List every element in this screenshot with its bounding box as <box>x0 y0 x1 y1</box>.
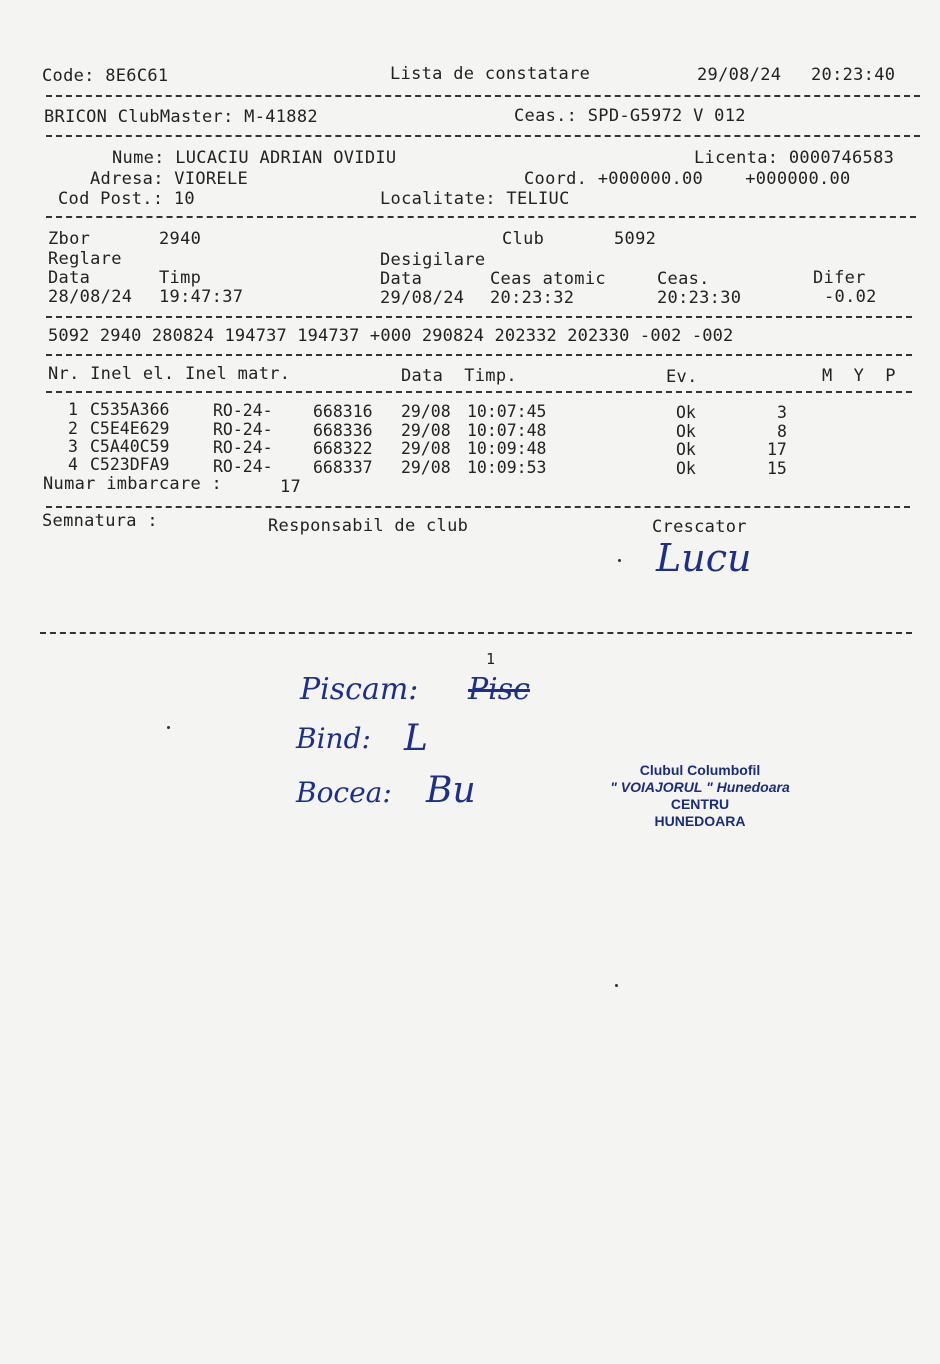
reglare-time-label: Timp <box>159 268 202 288</box>
electronic-ring: C523DFA9 <box>90 455 170 474</box>
paper-speck <box>618 559 621 562</box>
club-stamp <box>600 762 800 830</box>
electronic-ring: C535A366 <box>90 400 170 419</box>
divider <box>46 354 912 356</box>
owner-name: Nume: LUCACIU ADRIAN OVIDIU <box>112 148 397 168</box>
divider <box>46 95 920 97</box>
clock-label: Ceas. <box>657 269 710 289</box>
print-date: 29/08/24 <box>697 65 782 85</box>
desigilare-label: Desigilare <box>380 250 486 270</box>
divider <box>40 632 912 634</box>
license-number: Licenta: 0000746583 <box>694 148 895 168</box>
system-info: BRICON ClubMaster: M-41882 <box>44 107 318 127</box>
handwritten-signature-2: L <box>404 718 428 759</box>
ring-prefix: RO-24- <box>213 401 273 420</box>
handwritten-name-3: Bocea: <box>296 776 392 809</box>
handwritten-name-1: Piscam: <box>300 672 419 707</box>
table-header-rings: Nr. Inel el. Inel matr. <box>48 364 291 384</box>
divider <box>46 391 912 393</box>
handwritten-signature-3: Bu <box>426 770 476 811</box>
breeder-signature: Lucu <box>656 536 752 580</box>
print-time: 20:23:40 <box>811 65 896 85</box>
flight-number: 2940 <box>159 229 202 249</box>
divider <box>46 506 910 508</box>
paper-speck <box>167 726 170 729</box>
locality: Localitate: TELIUC <box>380 189 570 209</box>
row-number: 1 <box>68 400 78 419</box>
ring-number: 668322 <box>313 439 373 458</box>
table-header-ev: Ev. <box>666 367 698 387</box>
status: Ok <box>676 422 696 441</box>
status: Ok <box>676 459 696 478</box>
document-code: Code: 8E6C61 <box>42 66 169 86</box>
atomic-clock-label: Ceas atomic <box>490 269 606 289</box>
position: 15 <box>767 459 787 478</box>
coordinates: Coord. +000000.00 +000000.00 <box>524 169 851 189</box>
stamp-line-2: " VOIAJORUL " Hunedoara <box>610 779 790 795</box>
ring-prefix: RO-24- <box>213 438 273 457</box>
ring-number: 668337 <box>313 458 373 477</box>
arrival-time: 10:09:48 <box>467 439 547 458</box>
position: 8 <box>777 422 787 441</box>
desig-clock-time: 20:23:30 <box>657 288 742 308</box>
stamp-line-1: Clubul Columbofil <box>639 762 761 778</box>
paper-speck <box>615 984 618 987</box>
ring-prefix: RO-24- <box>213 420 273 439</box>
clock-info: Ceas.: SPD-G5972 V 012 <box>514 106 746 126</box>
divider <box>46 316 912 318</box>
stamp-line-3: CENTRU <box>670 796 730 812</box>
electronic-ring: C5E4E629 <box>90 419 170 438</box>
reglare-date: 28/08/24 <box>48 287 133 307</box>
position: 17 <box>767 440 787 459</box>
reglare-time: 19:47:37 <box>159 287 244 307</box>
arrival-date: 29/08 <box>401 402 451 421</box>
signature-label: Semnatura : <box>42 511 158 531</box>
boarding-count-label: Numar imbarcare : <box>43 474 223 494</box>
desig-date-label: Data <box>380 269 423 289</box>
document-title: Lista de constatare <box>390 64 591 84</box>
arrival-date: 29/08 <box>401 458 451 477</box>
flight-label: Zbor <box>48 229 91 249</box>
row-number: 2 <box>68 419 78 438</box>
divider <box>46 135 920 137</box>
stamp-line-4: HUNEDOARA <box>654 813 746 829</box>
status: Ok <box>676 440 696 459</box>
ring-number: 668336 <box>313 421 373 440</box>
arrival-time: 10:07:45 <box>467 402 547 421</box>
table-header-datetime: Data Timp. <box>401 366 517 386</box>
ring-number: 668316 <box>313 402 373 421</box>
divider <box>46 216 916 218</box>
status: Ok <box>676 403 696 422</box>
table-header-myp: M Y P <box>822 366 896 386</box>
encoded-summary-line: 5092 2940 280824 194737 194737 +000 290824 202332 202330 -002 -002 <box>48 326 734 346</box>
reglare-date-label: Data <box>48 268 91 288</box>
difference-label: Difer <box>813 268 866 288</box>
ring-prefix: RO-24- <box>213 457 273 476</box>
handwritten-name-2: Bind: <box>296 722 371 755</box>
desig-date: 29/08/24 <box>380 288 465 308</box>
desig-atomic-time: 20:23:32 <box>490 288 575 308</box>
club-responsible-label: Responsabil de club <box>268 516 469 536</box>
arrival-time: 10:07:48 <box>467 421 547 440</box>
arrival-date: 29/08 <box>401 421 451 440</box>
position: 3 <box>777 403 787 422</box>
arrival-time: 10:09:53 <box>467 458 547 477</box>
arrival-date: 29/08 <box>401 439 451 458</box>
postal-code: Cod Post.: 10 <box>58 189 195 209</box>
owner-address: Adresa: VIORELE <box>90 169 249 189</box>
page-number: 1 <box>486 650 496 668</box>
boarding-count: 17 <box>280 477 302 497</box>
row-number: 4 <box>68 455 78 474</box>
handwritten-signature-1: Pisc <box>468 672 530 707</box>
club-number: 5092 <box>614 229 657 249</box>
electronic-ring: C5A40C59 <box>90 437 170 456</box>
breeder-label: Crescator <box>652 517 747 537</box>
row-number: 3 <box>68 437 78 456</box>
reglare-label: Reglare <box>48 249 122 269</box>
club-label: Club <box>502 229 545 249</box>
difference-value: -0.02 <box>824 287 877 307</box>
